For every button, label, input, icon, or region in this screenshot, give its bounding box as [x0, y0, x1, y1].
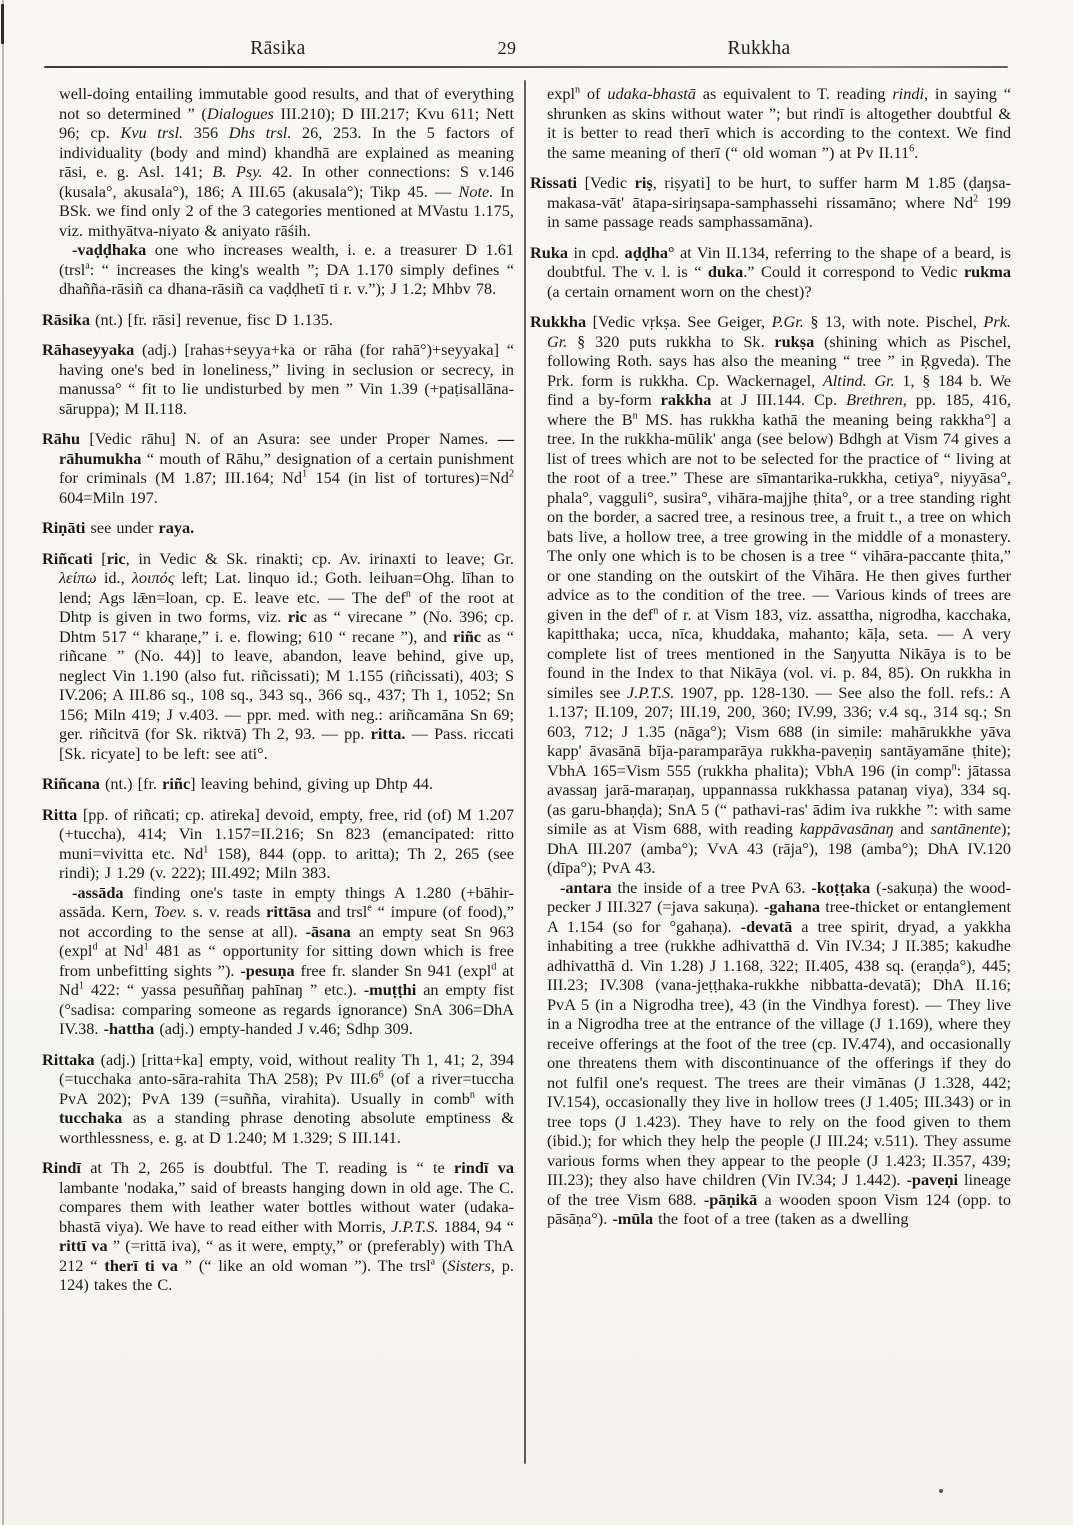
- entry-rindi: Rindī at Th 2, 265 is doubtful. The T. reading is “ te rindī va lambante 'nodaka,” said of breasts hanging down in old age. The C. compares them with leather water bottles without water (udaka-bhastā viya). We have to read either with Morris, J.P.T.S. 1884, 94 “ rittī va ” (=rittā iva), “ as it were, empty,” or (preferably) with ThA 212 “ therī ti va ” (“ like an old woman ”). The trsl$^a$ (Sisters, p. 124) takes the C.: [42, 1158, 514, 1294]
- header-rule: [44, 66, 1008, 68]
- entry-rincati: Riñcati [ric, in Vedic & Sk. rinakti; cp. Av. irinaxti to leave; Gr. λείπω id., λοιπός left; Lat. linquo id.; Goth. leiƕan=Ohg. līhan to lend; Ags lǣn=loan, cp. E. leave etc. — The def$^n$ of the root at Dhtp is given in two forms, viz. ric as “ virecane ” (No. 396; cp. Dhtm 517 “ kharaṇe,” i. e. flowing; 610 “ recane ”), and riñc as “ riñcane ” (No. 44)] to leave, abandon, leave behind, give up, neglect Vin 1.190 (also fut. riñcissati); M 1.155 (riñcissati), 403; S IV.206; A III.86 sq., 108 sq., 343 sq., 366 sq., 437; Th 1, 1052; Sn 156; Miln 419; J v.403. — ppr. med. with neg.: ariñcamāna Sn 69; ger. riñcitvā (for Sk. riktvā) Th 2, 93. — pp. ritta. — Pass. riccati [Sk. ricyate] to be left: see ati°.: [42, 548, 514, 763]
- continued-text-rasi: well-doing entailing immutable good results, and that of everything not so determined ” (Dialogues III.210); D III.217; Kvu 611; Nett 96; cp. Kvu trsl. 356 Dhs trsl. 26, 253. In the 5 factors of individuality (body and mind) khandhā are explained as meaning rāsi, e. g. Asl. 141; B. Psy. 42. In other connections: S v.146 (kusala°, akusala°), 186; A III.65 (akusala°); Tikp 45. — Note. In BSk. we find only 2 of the 3 categories mentioned at MVastu 1.175, viz. mithyātva-niyato & aniyato rāśih.: [59, 84, 515, 240]
- column-divider: [524, 80, 526, 1464]
- scan-ink-mark: [1, 4, 4, 44]
- entry-rasika: Rāsika (nt.) [fr. rāsi] revenue, fisc D 1.135.: [42, 309, 333, 329]
- entry-ritta: Ritta [pp. of riñcati; cp. atireka] devoid, empty, free, rid (of) M 1.207 (+tuccha), 414; Vin 1.157=II.216; Sn 823 (emancipated: ritto muni=vivitta etc. Nd$^1$ 158), 844 (opp. to aritta); Th 2, 265 (see rindi); J 1.29 (v. 222); III.492; Miln 383.: [42, 804, 515, 882]
- guide-word-left: Rāsika: [250, 38, 306, 59]
- compounds-of-ritta: -assāda finding one's taste in empty things A 1.280 (+bāhir-assāda. Kern, Toev. s. v. reads rittāsa and trsl$^e$ “ impure (of food),” not according to the sense at all). -āsana an empty seat Sn 963 (expl$^d$ at Nd$^1$ 481 as “ opportunity for sitting down which is free from unbefitting sights ”). -pesuṇa free fr. slander Sn 941 (expl$^d$ at Nd$^1$ 422: “ yassa pesuññaŋ pahīnaŋ ” etc.). -muṭṭhi an empty fist (°sadisa: comparing someone as regards ignorance) SnA 306=DhA IV.38. -hattha (adj.) empty-handed J v.46; Sdhp 309.: [59, 882, 515, 1038]
- entry-rissati: Rissati [Vedic riṣ, riṣyati] to be hurt, to suffer harm M 1.85 (ḍaŋsa-makasa-vāt' ātapa-siriŋsapa-samphassehi rissamāno; where Nd$^2$ 199 in same passage reads samphassamāna).: [530, 173, 1012, 231]
- page-number: 29: [497, 38, 517, 58]
- entry-rinati: Riṇāti see under raya.: [42, 518, 195, 537]
- left-column: [42, 84, 514, 1295]
- entry-rittaka: Rittaka (adj.) [ritta+ka] empty, void, without reality Th 1, 41; 2, 394 (=tucchaka anto-sāra-rahita ThA 258); Pv $III.6^6$ (of a river=tuccha PvA 202); PvA 139 (=suñña, virahita). Usually in comb$^n$ with tucchaka as a standing phrase denoting absolute emptiness & worthlessness, e. g. at D 1.240; M 1.329; S III.141.: [42, 1049, 514, 1147]
- guide-word-right: Rukkha: [727, 38, 791, 59]
- right-column: [530, 84, 1011, 1229]
- continued-text-rindi: expl$^n$ of udaka-bhastā as equivalent to T. reading rindi, in saying “ shrunken as skins without water ”; but rindī is altogether doubtful & it is better to read therī which is according to the context. We find the same meaning of therī (“ old woman ”) at Pv $II.11^6$.: [547, 84, 1011, 162]
- entry-rahu: Rāhu [Vedic rāhu] N. of an Asura: see under Proper Names. —rāhumukha “ mouth of Rāhu,” designation of a certain punishment for criminals (M 1.87; III.164; Nd$^1$ 154 (in list of $tortures)=Nd^2$ 604=Miln 197.: [42, 429, 514, 507]
- scan-edge-artifact: [2, 0, 4, 1525]
- entry-rukkha: Rukkha [Vedic vṛkṣa. See Geiger, P.Gr. § 13, with note. Pischel, Prk. Gr. § 320 puts rukkha to Sk. rukṣa (shining which as Pischel, following Roth. says has also the meaning “ tree ” in Ṛgveda). The Prk. form is rukkha. Cp. Wackernagel, Altind. Gr. 1, § 184 b. We find a by-form rakkha at J III.144. Cp. Brethren, pp. 185, 416, where the $B^n$ MS. has rukkha kathā the meaning being rakkha°] a tree. In the rukkha-mūlik' anga (see below) Bdhgh at Vism 74 gives a list of trees which are not to be selected for the practice of “ living at the root of a tree.” These are sīmantarika-rukkha, cetiya°, niyyāsa°, phala°, vagguli°, susira°, vihāra-majjhe ṭhita°, or a tree standing right on the border, a sacred tree, a resinous tree, a fruit t., a tree on which bats live, a hollow tree, a tree growing in the middle of a monastery. The only one which is to be chosen is a tree “ vihāra-paccante ṭhita,” or one standing on the outskirt of the Vihāra. He then gives further advice as to the condition of the tree. — Various kinds of trees are given in the def$^n$ of r. at Vism 183, viz. assattha, nigrodha, kacchaka, kapitthaka; ucca, nīca, khuddaka, mahanto; kāḷa, seta. — A very complete list of trees mentioned in the Saŋyutta Nikāya is to be found in the Index to that Nikāya (vol. vi. p. 84, 85). On rukkha in similes see J.P.T.S. 1907, pp. 128-130. — See also the foll. refs.: A 1.137; II.109, 207; III.19, 200, 360; IV.99, 336; v.4 sq., 314 sq.; Sn 603, 712; J 1.35 (nāga°); Vism 688 (in simile: mahārukkhe yāva kapp' āvasānā bīja-paramparāya rukkha-paveṇiŋ santāyamāne ṭhite); VbhA 165=Vism 555 (rukkha phalita); VbhA 196 (in comp$^n$: jātassa avassaŋ jarā-maraṇaŋ, uppannassa rukkhassa patanaŋ viya), 334 sq. (as garu-bhaṇḍa); SnA 5 (“ pathavi-ras' ādim iva rukkhe ”: with same simile as at Vism 688, with reading kappāvasānaŋ and santānente); DhA III.207 (amba°); VvA 43 (rāja°), 198 (amba°); DhA IV.120 (dīpa°); PvA 43.: [530, 312, 1012, 877]
- entry-rahaseyyaka: Rāhaseyyaka (adj.) [rahas+seyya+ka or rāha (for rahā°)+seyyaka] “ having one's bed in loneliness,” living in seclusion or secrecy, in manussa° “ fit to lie undisturbed by men ” Vin 1.39 (+paṭisallāna-sāruppa); M II.118.: [42, 340, 514, 418]
- compound-vaddhaka: -vaḍḍhaka one who increases wealth, i. e. a treasurer D 1.61 (trsl$^a$: “ increases the king's wealth ”; DA 1.170 simply defines “ dhañña-rāsiñ ca dhana-rāsiñ ca vaḍḍhetī ti r. v.”); J 1.2; Mhbv 78.: [59, 240, 514, 298]
- entry-ruka: Ruka in cpd. aḍḍha° at Vin II.134, referring to the shape of a beard, is doubtful. The v. l. is “ duka.” Could it correspond to Vedic rukma (a certain ornament worn on the chest)?: [530, 242, 1011, 301]
- compounds-of-rukkha: -antara the inside of a tree PvA 63. -koṭṭaka (-sakuṇa) the wood-pecker J III.327 (=java sakuṇa). -gahana tree-thicket or entanglement A 1.154 (so for °gahaṇa). -devatā a tree spirit, dryad, a yakkha inhabiting a tree (rukkhe adhivatthā d. Vin IV.34; J II.385; kakudhe adhivatthā d. Vin 1.28) J 1.168, 322; II.405, 438 sq. (eraṇḍa°), 445; III.23; IV.308 (vana-jeṭṭhaka-rukkhe nibbatta-devatā); DhA II.16; PvA 5 (in a Nigrodha tree), 43 (in the Vindhya forest). — They live in a Nigrodha tree at the entrance of the village (J 1.169), where they receive offerings at the foot of the tree (cp. IV.474), and occasionally one threatens them with discontinuance of the offerings if they do not fulfil one's request. The trees are their vimānas (J 1.328, 442; IV.154), occasionally they live in hollow trees (J 1.405; III.343) or in tree tops (J 1.423). They have to rely on the food given to them (ibid.); for which they help the people (J III.24; v.511). They assume various forms when they appear to the people (J 1.423; II.357, 439; III.23); they also have children (Vin IV.34; J 1.442). -paveṇi lineage of the tree Vism 688. -pāṇikā a wooden spoon Vism 124 (opp. to pāsāṇa°). -mūla the foot of a tree (taken as a dwelling: [547, 877, 1012, 1228]
- entry-rincana: Riñcana (nt.) [fr. riñc] leaving behind, giving up Dhtp 44.: [42, 774, 434, 793]
- scan-speck-artifact: [939, 1489, 943, 1493]
